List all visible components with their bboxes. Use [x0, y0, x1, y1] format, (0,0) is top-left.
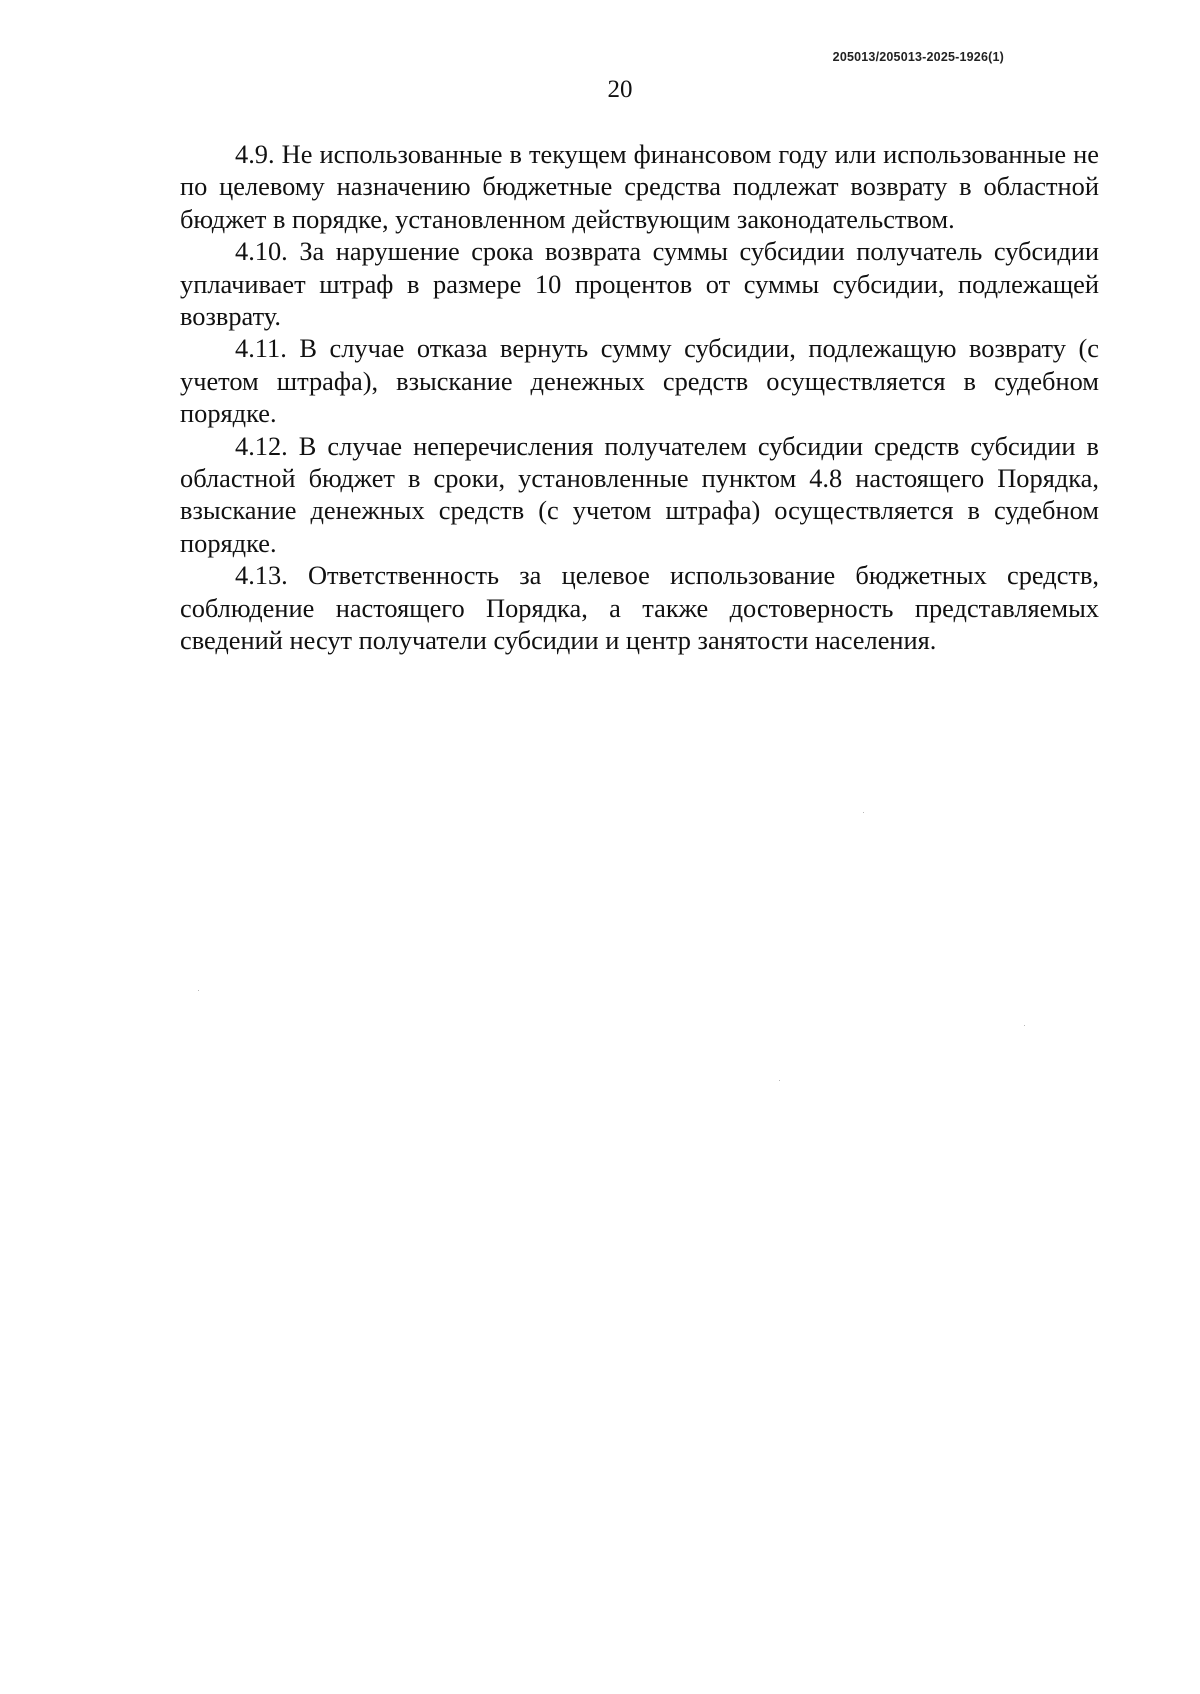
- paragraph-4-11: [180, 332, 1099, 429]
- paragraph-text: Ответственность за целевое использование бюджетных средств, соблюдение настоящего Порядка, а также достоверность представляемых сведений несут получатели субсидии и центр занятости населения.: [180, 560, 1099, 656]
- paragraph-4-9: [180, 138, 1099, 235]
- paragraph-4-13: [180, 559, 1099, 656]
- paragraph-text: В случае отказа вернуть сумму субсидии, подлежащую возврату (с учетом штрафа), взыскание денежных средств осуществляется в судебном порядке.: [180, 333, 1099, 429]
- scan-speck: [198, 990, 199, 991]
- paragraph-number: 4.9.: [235, 139, 275, 169]
- scan-speck: [1024, 1025, 1025, 1026]
- paragraph-number: 4.10.: [235, 236, 288, 267]
- scan-speck: [779, 1080, 780, 1081]
- paragraph-text: В случае неперечисления получателем субсидии средств субсидии в областной бюджет в сроки, установленные пунктом 4.8 настоящего Порядка, взыскание денежных средств (с учетом штрафа) осуществляется в судебном порядке.: [180, 430, 1099, 558]
- page-number: 20: [607, 76, 633, 103]
- paragraph-text: За нарушение срока возврата суммы субсидии получатель субсидии уплачивает штраф в размере 10 процентов от суммы субсидии, подлежащей возврату.: [180, 236, 1099, 332]
- paragraph-number: 4.13.: [235, 560, 288, 591]
- paragraph-4-12: [180, 430, 1099, 560]
- paragraph-number: 4.12.: [235, 430, 288, 461]
- document-id: 205013/205013-2025-1926(1): [832, 50, 1004, 64]
- paragraph-text: Не использованные в текущем финансовом году или использованные не по целевому назначению бюджетные средства подлежат возврату в областной бюджет в порядке, установленном действующим законодательством.: [180, 139, 1099, 234]
- paragraph-number: 4.11.: [235, 333, 287, 364]
- document-body: [180, 138, 1099, 657]
- scan-speck: [863, 812, 864, 813]
- paragraph-4-10: [180, 235, 1099, 332]
